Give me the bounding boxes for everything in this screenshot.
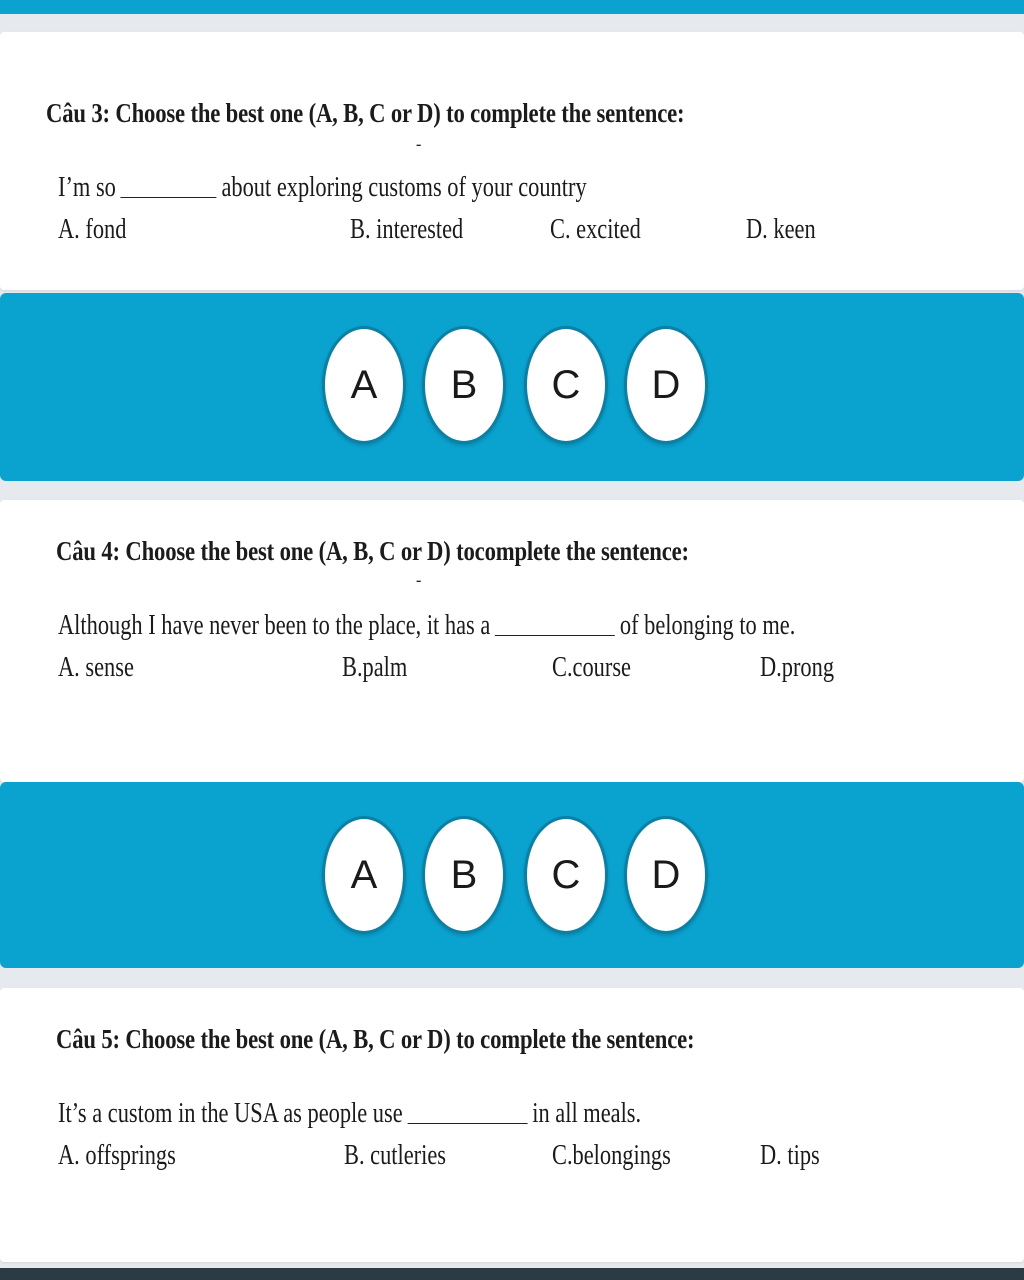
sentence-before: It’s a custom in the USA as people use (58, 1098, 403, 1129)
answer-button-d[interactable]: D (624, 816, 708, 934)
answer-blank (495, 634, 615, 636)
question-card-3 (0, 32, 1024, 290)
sentence-before: Although I have never been to the place, it has a (58, 610, 491, 641)
option-d: D.prong (760, 652, 835, 683)
option-a: A. offsprings (58, 1140, 176, 1171)
option-d: D. tips (760, 1140, 820, 1171)
option-c: C.belongings (552, 1140, 671, 1171)
sentence-after: of belonging to me. (619, 610, 796, 641)
answer-button-c[interactable]: C (524, 326, 608, 444)
question-sentence (58, 172, 587, 204)
answer-button-b[interactable]: B (422, 816, 506, 934)
sentence-before: I’m so (58, 172, 116, 203)
answer-button-d[interactable]: D (624, 326, 708, 444)
question-title: Câu 5: Choose the best one (A, B, C or D) to complete the sentence: (56, 1024, 695, 1054)
answer-blank (121, 196, 217, 198)
decorative-dash: - (416, 136, 422, 153)
question-sentence (58, 610, 795, 642)
bottom-bar (0, 1268, 1024, 1280)
question-card-5 (0, 988, 1024, 1262)
answer-button-a[interactable]: A (322, 816, 406, 934)
top-accent-bar (0, 0, 1024, 14)
answer-button-b[interactable]: B (422, 326, 506, 444)
question-card-4 (0, 500, 1024, 782)
option-d: D. keen (746, 214, 816, 245)
sentence-after: in all meals. (532, 1098, 642, 1129)
question-title: Câu 3: Choose the best one (A, B, C or D) to complete the sentence: (46, 98, 685, 128)
answer-blank (407, 1122, 527, 1124)
option-c: C. excited (550, 214, 641, 245)
question-sentence (58, 1098, 641, 1130)
option-b: B.palm (342, 652, 408, 683)
answer-band (0, 782, 1024, 968)
answer-button-c[interactable]: C (524, 816, 608, 934)
option-a: A. sense (58, 652, 134, 683)
answer-band (0, 293, 1024, 481)
question-title: Câu 4: Choose the best one (A, B, C or D) tocomplete the sentence: (56, 536, 689, 566)
sentence-after: about exploring customs of your country (221, 172, 587, 203)
option-c: C.course (552, 652, 632, 683)
answer-button-a[interactable]: A (322, 326, 406, 444)
option-b: B. interested (350, 214, 464, 245)
decorative-dash: - (416, 572, 422, 589)
option-a: A. fond (58, 214, 127, 245)
option-b: B. cutleries (344, 1140, 447, 1171)
